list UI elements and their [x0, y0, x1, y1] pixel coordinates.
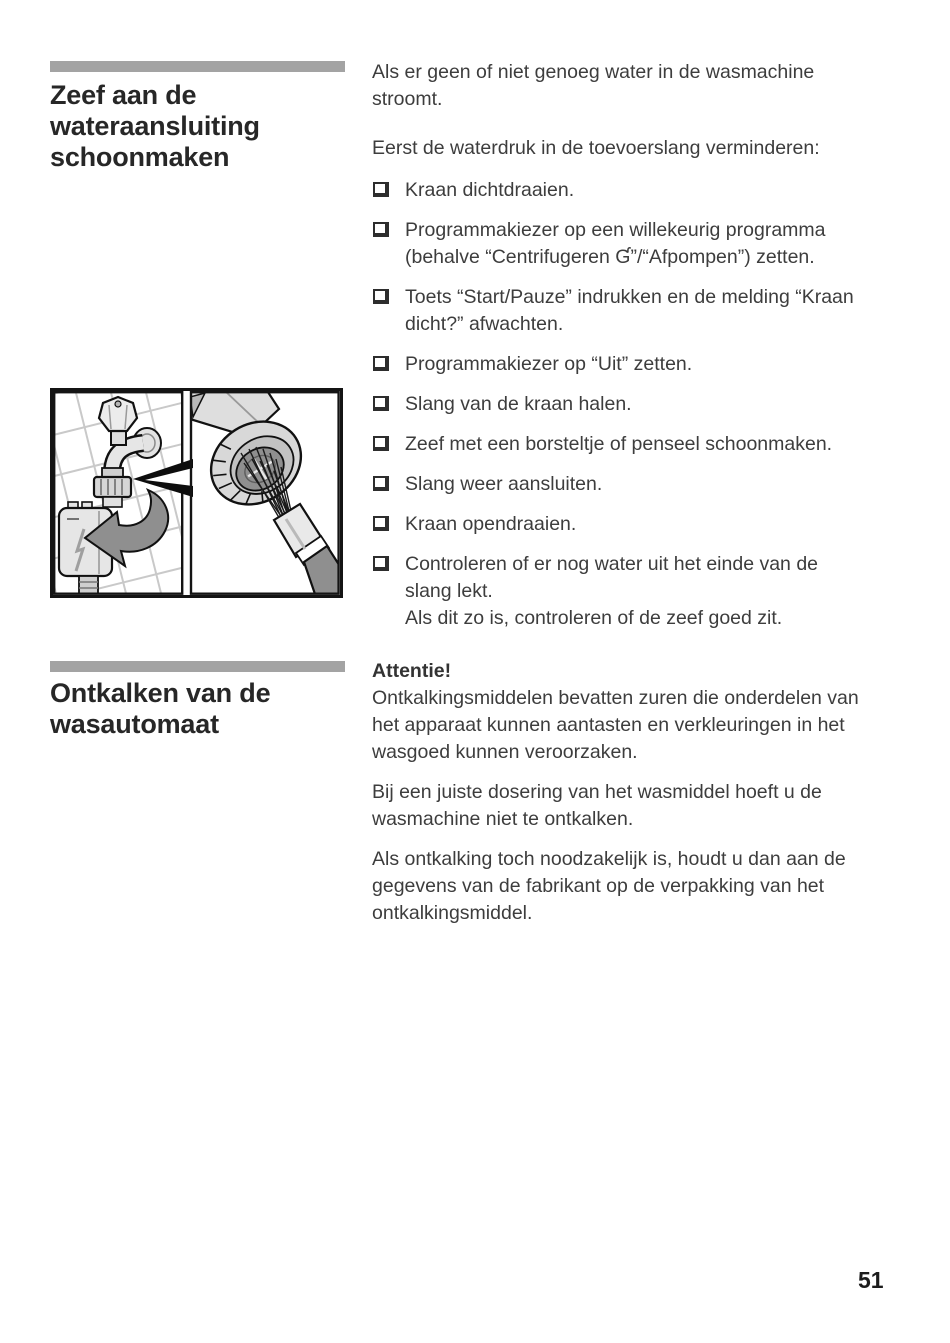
figure-hose-sieve-cleaning	[50, 388, 343, 598]
checklist-item: Kraan dichtdraaien.	[372, 177, 867, 204]
checkbox-icon	[373, 556, 389, 571]
section-rule	[50, 61, 345, 72]
body-paragraph: Ontkalkingsmiddelen bevatten zuren die onderdelen van het apparaat kunnen aantasten en verkleuringen in het wasgoed kunnen veroorzaken.	[372, 687, 859, 763]
checklist	[372, 177, 867, 632]
sieve-panel	[190, 391, 340, 595]
body-paragraph: Als ontkalking toch noodzakelijk is, houdt u dan aan de gegevens van de fabrikant op de verpakking van het ontkalkingsmiddel.	[372, 848, 846, 924]
checkbox-icon	[373, 222, 389, 237]
checkbox-icon	[373, 436, 389, 451]
tap-and-sieve-illustration	[53, 391, 340, 595]
brush-icon	[274, 504, 340, 595]
checklist-item: Programmakiezer op “Uit” zetten.	[372, 351, 867, 378]
page-number: 51	[858, 1267, 884, 1293]
checklist-item: Slang van de kraan halen.	[372, 391, 867, 418]
section-body-sieve	[372, 59, 867, 645]
checklist-item: Slang weer aansluiten.	[372, 471, 867, 498]
checklist-item: Controleren of er nog water uit het einde van de slang lekt. Als dit zo is, controleren of de zeef goed zit.	[372, 551, 867, 632]
checkbox-icon	[373, 182, 389, 197]
checklist-item: Toets “Start/Pauze” indrukken en de melding “Kraan dicht?” afwachten.	[372, 284, 867, 338]
section-rule	[50, 661, 345, 672]
checkbox-icon	[373, 476, 389, 491]
intro-paragraph: Als er geen of niet genoeg water in de wasmachine stroomt.	[372, 61, 815, 110]
attention-label: Attentie!	[372, 660, 452, 682]
checkbox-icon	[373, 396, 389, 411]
attention-block	[372, 658, 862, 766]
checkbox-icon	[373, 356, 389, 371]
section-heading-sieve: Zeef aan de wateraansluiting schoonmaken	[50, 80, 260, 172]
checkbox-icon	[373, 516, 389, 531]
checklist-item: Kraan opendraaien.	[372, 511, 867, 538]
checkbox-icon	[373, 289, 389, 304]
checklist-item: Programmakiezer op een willekeurig programma (behalve “Centrifugeren Ɠ”/“Afpompen”) zetten.	[372, 217, 867, 271]
section-body-descaling	[372, 658, 862, 927]
checklist-item: Zeef met een borsteltje of penseel schoonmaken.	[372, 431, 867, 458]
intro-paragraph: Eerst de waterdruk in de toevoerslang verminderen:	[372, 137, 820, 159]
coupling-nut	[94, 468, 131, 507]
body-paragraph: Bij een juiste dosering van het wasmiddel hoeft u de wasmachine niet te ontkalken.	[372, 781, 822, 830]
section-heading-descaling: Ontkalken van de wasautomaat	[50, 678, 271, 739]
